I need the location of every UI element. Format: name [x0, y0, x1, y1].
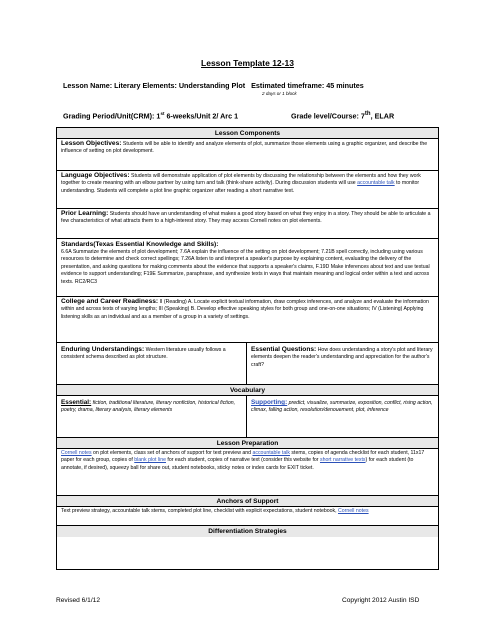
page-title: Lesson Template 12-13	[201, 58, 294, 68]
supporting-vocabulary-label[interactable]: Supporting:	[251, 399, 288, 406]
accountable-talk-link-2[interactable]: accountable talk	[252, 450, 290, 456]
grading-rest: 6-weeks/Unit 2/ Arc 1	[164, 111, 239, 121]
lesson-name-line	[63, 81, 364, 90]
lesson-name-value: Literary Elements: Understanding Plot	[114, 81, 246, 90]
prior-learning-section	[57, 209, 438, 239]
essential-vocabulary-label: Essential:	[61, 399, 92, 406]
timeframe-note: 2 days or 1 block	[262, 91, 297, 96]
anchors-text: Text preview strategy, accountable talk stems, completed plot line, checklist with explicit expectations, student notebook,	[61, 508, 338, 514]
supporting-vocabulary-cell	[247, 396, 438, 437]
preparation-text-2: stems, copies of agenda checklist for each student, 11x17 paper for each group, copies of	[61, 450, 425, 464]
grade-rest: , ELAR	[370, 111, 395, 121]
language-objectives-text-1: Students will demonstrate application of plot elements by discussing the relationship between the elements and how they work together to create meaning with an elbow partner by using turn and talk (think-share activity). During discussion students will use	[61, 173, 421, 187]
preparation-text-3: for each student, copies of narrative text (consider this website for	[165, 457, 320, 464]
lesson-objectives-text: Students will be able to identify and analyze elements of plot, summarize those elements using a graphic organizer, and describe the influence of setting on plot development.	[61, 141, 428, 155]
cornell-notes-link[interactable]: Cornell notes	[61, 450, 92, 456]
prior-learning-label: Prior Learning:	[61, 210, 109, 217]
lesson-preparation-section	[57, 449, 438, 496]
enduring-understandings-cell	[57, 343, 247, 384]
enduring-understandings-label: Enduring Understandings:	[61, 346, 145, 353]
anchors-of-support-section	[57, 507, 438, 526]
preparation-text-1: on plot elements, class set of anchors of support for text preview and	[91, 450, 253, 456]
timeframe-value: 45 minutes	[326, 81, 364, 90]
vocabulary-section	[57, 396, 438, 438]
copyright: Copyright 2012 Austin ISD	[342, 597, 420, 604]
essential-vocabulary-text: fiction, traditional literature, literary nonfiction, historical fiction, poetry, drama, literary analysis, literary elements	[61, 400, 236, 414]
essential-questions-cell	[247, 343, 438, 384]
lesson-name-label: Lesson Name:	[63, 81, 113, 90]
understandings-section	[57, 343, 438, 385]
lesson-table	[56, 127, 439, 570]
standards-text: 6.6A Summarize the elements of plot development; 7.6A explain the influence of the setting on plot development; 7.21B spell correctly, including using various resources to determine and check correct spellings; 7.26A listen to and interpret a speaker's purpose by explaining content, evaluating the delivery of the presentation, and asking questions for making comments about the evidence that supports a speaker's claims, F.19D Make inferences about text and use textual evidence to support understanding; F19E Summarize, paraphrase, and synthesize texts in ways that maintain meaning and logical order within a text and across texts. RC2/RC3	[61, 249, 430, 285]
revised-date: Revised 6/1/12	[56, 597, 100, 604]
language-objectives-text-2: to monitor understanding. Students will complete a plot line graphic organizer after reading a short narrative text.	[61, 180, 420, 194]
blank-plot-line-link[interactable]: blank plot line	[134, 457, 166, 464]
grading-sup: st	[160, 111, 165, 116]
grading-period-line	[63, 111, 238, 120]
lesson-preparation-band: Lesson Preparation	[57, 438, 438, 449]
timeframe-label: Estimated timeframe:	[251, 81, 325, 90]
accountable-talk-link[interactable]: accountable talk	[357, 180, 395, 187]
enduring-understandings-text: Western literature usually follows a consistent schema described as plot structure.	[61, 347, 226, 361]
preparation-text-4: ) for each student (to annotate, if desired), squeezy ball for share out, student notebooks, sticky notes or index cards for EXIT ticket.	[61, 457, 414, 471]
standards-label: Standards(Texas Essential Knowledge and Skills):	[61, 241, 219, 248]
lesson-components-band: Lesson Components	[57, 128, 438, 139]
grade-sup: th	[364, 111, 371, 117]
language-objectives-label: Language Objectives:	[61, 172, 130, 179]
lesson-objectives-label: Lesson Objectives:	[61, 140, 122, 147]
grading-label: Grading Period/Unit(CRM): 1	[63, 111, 161, 121]
lesson-objectives-section	[57, 139, 438, 171]
grade-label: Grade level/Course: 7	[291, 111, 365, 121]
essential-questions-label: Essential Questions:	[251, 346, 317, 353]
cornell-notes-link-2[interactable]: Cornell notes	[338, 508, 369, 514]
college-career-section	[57, 297, 438, 343]
college-career-text: II (Reading) A. Locate explicit textual information, draw complex inferences, and analyze and evaluate the information within and across texts of varying lengths; III (Speaking) B. Develop effective speaking styles for both group and one-on-one situations; IV (Listening) Applying listening skills as an individual and as a member of a group in a variety of settings.	[61, 299, 429, 320]
anchors-of-support-band: Anchors of Support	[57, 496, 438, 507]
college-career-label: College and Career Readiness:	[61, 298, 159, 305]
grade-level-line	[291, 111, 394, 120]
essential-questions-text: How does understanding a story's plot and literary elements deepen the reader's understanding and appreciation for the author's craft?	[251, 347, 433, 368]
standards-section	[57, 239, 438, 297]
prior-learning-text: Students should have an understanding of what makes a good story based on what they enjoy in a story. They should be able to articulate a few characteristics of what attracts them to a high-interest story. They may access Cornell notes on plot elements.	[61, 211, 431, 225]
supporting-vocabulary-text: predict, visualize, summarize, exposition, conflict, rising action, climax, falling action, resolution/denouement, plot, inference	[251, 400, 433, 414]
vocabulary-band: Vocabulary	[57, 385, 438, 396]
differentiation-band: Differentiation Strategies	[57, 526, 438, 537]
language-objectives-section	[57, 171, 438, 209]
essential-vocabulary-cell	[57, 396, 247, 437]
short-narrative-texts-link[interactable]: short narrative texts	[319, 457, 366, 464]
